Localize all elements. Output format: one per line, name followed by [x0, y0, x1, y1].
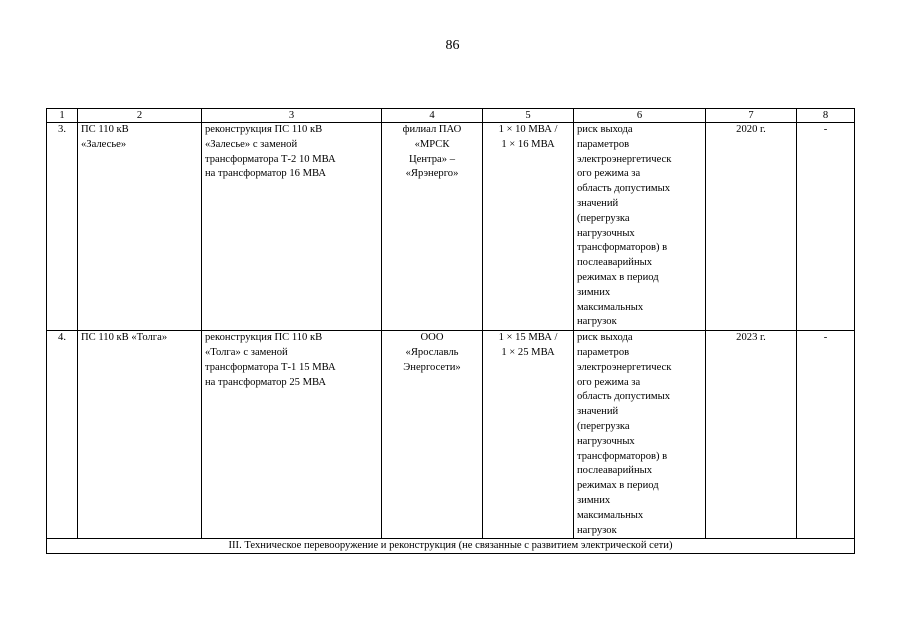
note-cell: - [797, 123, 855, 331]
section-heading-row [47, 539, 855, 554]
col-header-5: 5 [483, 109, 574, 123]
year-cell: 2023 г. [706, 331, 797, 539]
year-cell: 2020 г. [706, 123, 797, 331]
col-header-6: 6 [574, 109, 706, 123]
col-header-2: 2 [78, 109, 202, 123]
col-header-1: 1 [47, 109, 78, 123]
work-description-cell: реконструкция ПС 110 кВ «Залесье» с заменой трансформатора Т-2 10 МВА на трансформатор 16 МВА [202, 123, 382, 331]
note-cell: - [797, 331, 855, 539]
table-row [47, 331, 855, 539]
object-cell: ПС 110 кВ «Толга» [78, 331, 202, 539]
section-title: III. Техническое перевооружение и реконструкция (не связанные с развитием электрической сети) [47, 539, 855, 554]
reason-cell: риск выхода параметров электроэнергетическ ого режима за область допустимых значений (перегрузка нагрузочных трансформаторов) в послеаварийных режимах в период зимних максимальных нагрузок [574, 123, 706, 331]
organization-cell: филиал ПАО «МРСК Центра» – «Ярэнерго» [382, 123, 483, 331]
table-row [47, 123, 855, 331]
row-number-cell: 3. [47, 123, 78, 331]
col-header-3: 3 [202, 109, 382, 123]
col-header-4: 4 [382, 109, 483, 123]
organization-cell: ООО «Ярославль Энергосети» [382, 331, 483, 539]
header-row [47, 109, 855, 123]
row-number-cell: 4. [47, 331, 78, 539]
work-description-cell: реконструкция ПС 110 кВ «Толга» с заменой трансформатора Т-1 15 МВА на трансформатор 25 МВА [202, 331, 382, 539]
col-header-7: 7 [706, 109, 797, 123]
capacity-cell: 1 × 10 МВА / 1 × 16 МВА [483, 123, 574, 331]
investment-table [46, 108, 855, 554]
col-header-8: 8 [797, 109, 855, 123]
page-number: 86 [445, 38, 460, 53]
capacity-cell: 1 × 15 МВА / 1 × 25 МВА [483, 331, 574, 539]
reason-cell: риск выхода параметров электроэнергетическ ого режима за область допустимых значений (перегрузка нагрузочных трансформаторов) в послеаварийных режимах в период зимних максимальных нагрузок [574, 331, 706, 539]
object-cell: ПС 110 кВ «Залесье» [78, 123, 202, 331]
